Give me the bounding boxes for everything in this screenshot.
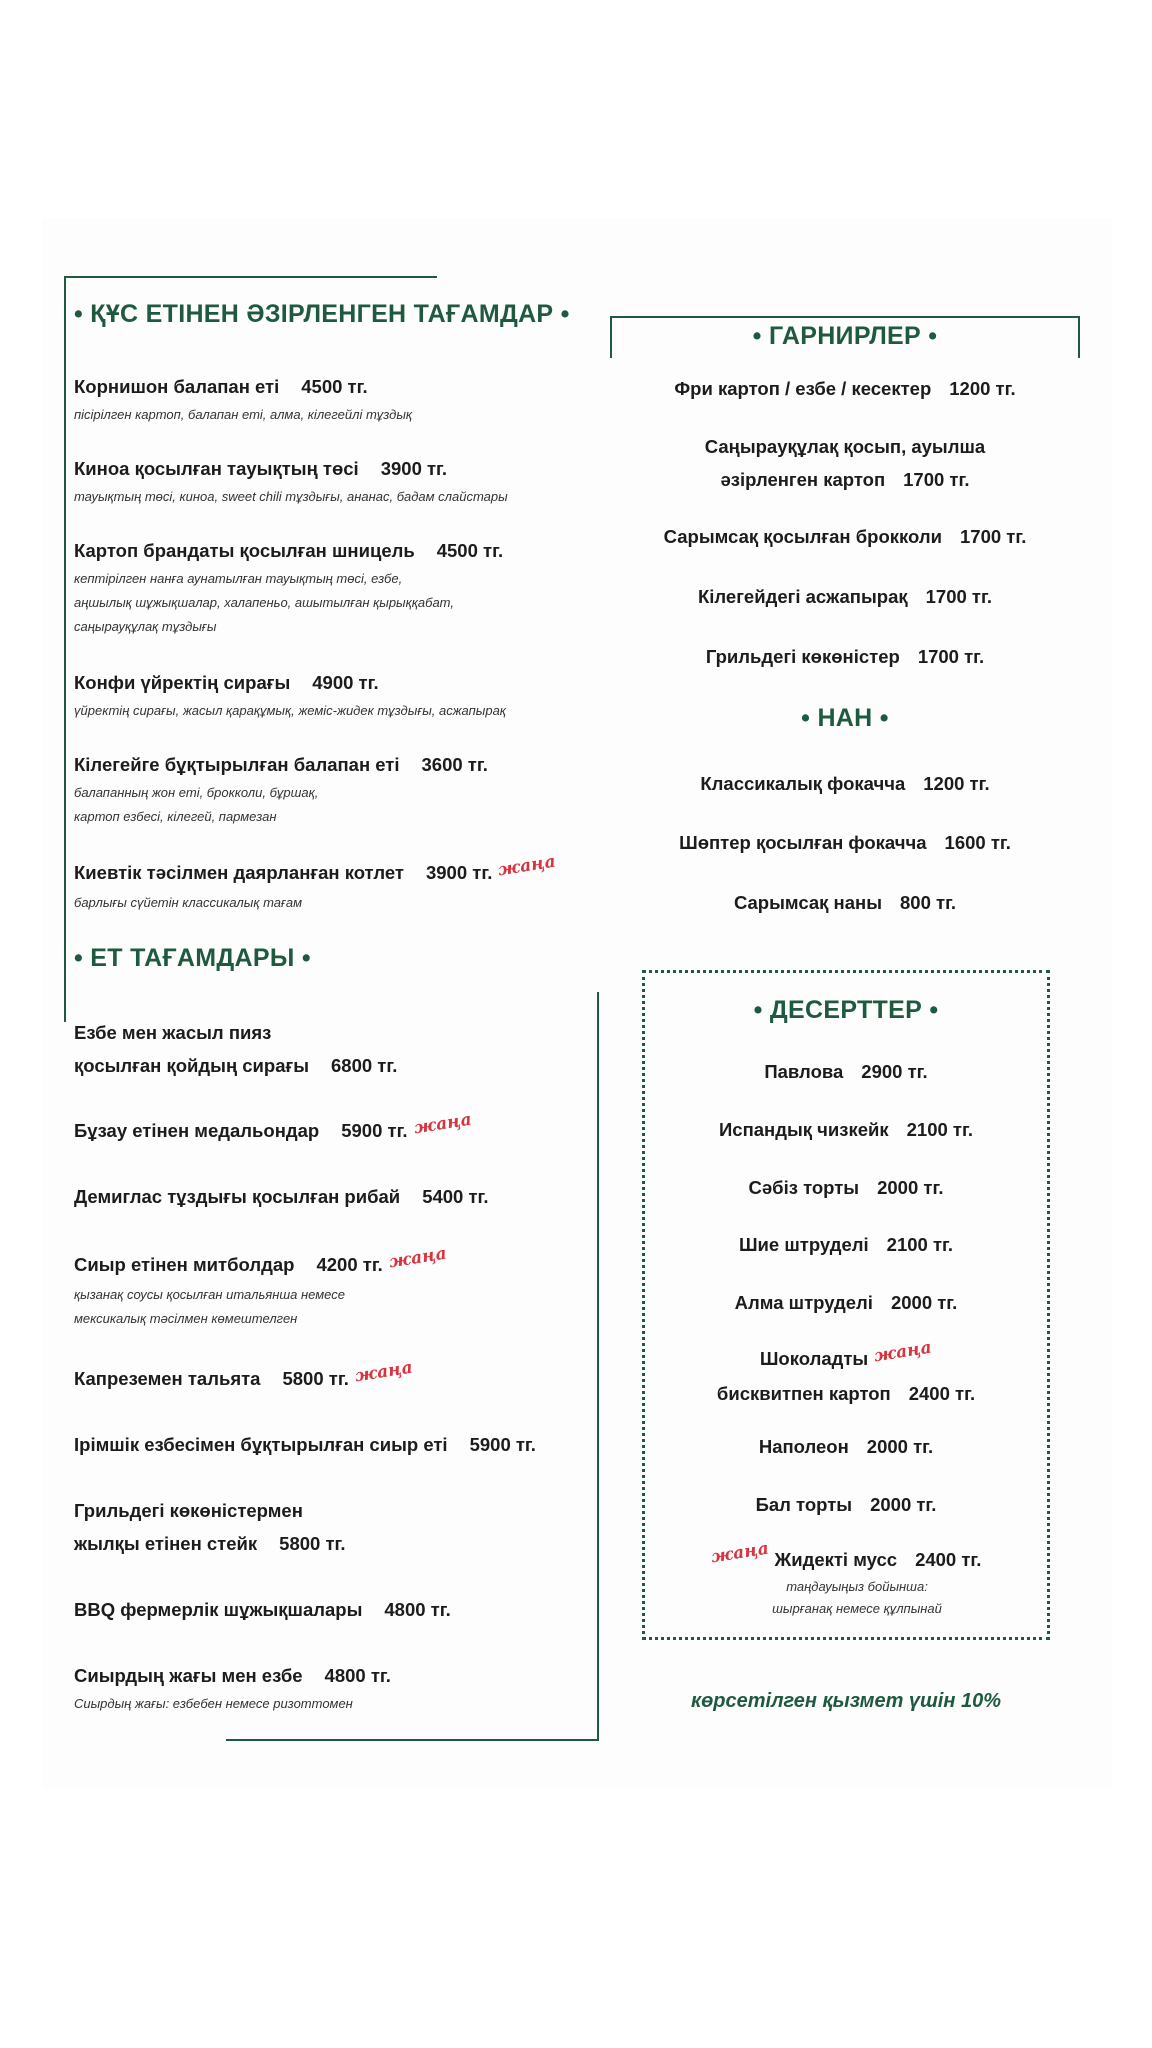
meat-item — [74, 1016, 397, 1082]
dessert-item — [642, 1055, 1050, 1088]
side-item — [610, 580, 1080, 613]
item-price: 1700 тг. — [917, 646, 985, 667]
item-name: Шие штруделі — [738, 1234, 869, 1255]
item-name: жылқы етінен стейк — [74, 1533, 258, 1554]
bread-item — [610, 826, 1080, 859]
item-price: 3600 тг. — [421, 754, 488, 775]
poultry-item — [74, 748, 488, 829]
item-name: Ірімшік езбесімен бұқтырылған сиыр еті — [74, 1434, 448, 1455]
meat-item — [74, 1494, 346, 1560]
item-name: Шөптер қосылған фокачча — [679, 832, 927, 853]
desserts-title: • ДЕСЕРТТЕР • — [753, 996, 939, 1024]
new-badge: жаңа — [497, 851, 558, 881]
item-price: 800 тг. — [900, 892, 957, 913]
item-name: Фри картоп / езбе / кесектер — [674, 378, 932, 399]
item-price: 1700 тг. — [903, 469, 970, 490]
item-name: Сарымсақ наны — [733, 892, 882, 913]
meat-item — [74, 1180, 489, 1213]
poultry-item — [74, 666, 506, 723]
item-description: барлығы сүйетін классикалық тағам — [74, 895, 303, 910]
service-charge-note: көрсетілген қызмет үшін 10% — [690, 1690, 1002, 1712]
item-price: 6800 тг. — [331, 1055, 398, 1076]
bread-item — [610, 886, 1080, 919]
item-name: Грильдегі көкөністермен — [74, 1500, 303, 1521]
item-price: 1700 тг. — [960, 526, 1027, 547]
poultry-frame-left — [64, 276, 66, 1022]
item-name: Бал торты — [755, 1494, 853, 1515]
dessert-item — [642, 1228, 1050, 1261]
side-item — [610, 520, 1080, 553]
item-description: балапанның жон еті, брокколи, бұршақ, — [74, 785, 319, 800]
meat-item — [74, 1659, 391, 1716]
meat-item — [74, 1593, 451, 1626]
item-name: Жидекті мусс — [774, 1549, 898, 1570]
item-price: 4500 тг. — [301, 376, 368, 397]
meat-frame-bottom — [226, 1739, 599, 1741]
bread-item — [610, 767, 1080, 800]
item-description: таңдауыңыз бойынша: — [786, 1579, 928, 1594]
item-name: Алма штруделі — [734, 1292, 873, 1313]
poultry-item — [74, 534, 503, 639]
meat-frame-right — [597, 992, 599, 1741]
item-name: Сиырдың жағы мен езбе — [74, 1665, 303, 1686]
new-badge: жаңа — [709, 1538, 770, 1568]
item-description: аңшылық шұжықшалар, халапеньо, ашытылған қырыққабат, — [74, 595, 454, 610]
item-name: Павлова — [764, 1061, 844, 1082]
item-name: бисквитпен картоп — [716, 1383, 891, 1404]
side-item — [610, 372, 1080, 405]
item-price: 1200 тг. — [949, 378, 1016, 399]
item-name: Бұзау етінен медальондар — [74, 1120, 320, 1141]
item-price: 2000 тг. — [870, 1494, 937, 1515]
item-name: Киноа қосылған тауықтың төсі — [74, 458, 359, 479]
dessert-item — [642, 1113, 1050, 1146]
item-price: 4900 тг. — [312, 672, 379, 693]
item-description: кептірілген нанға аунатылған тауықтың төсі, езбе, — [74, 571, 403, 586]
item-price: 2000 тг. — [890, 1292, 958, 1313]
item-name: Сиыр етінен митболдар — [74, 1254, 295, 1275]
poultry-item — [74, 452, 508, 509]
item-name: Саңырауқұлақ қосып, ауылша — [704, 436, 986, 457]
item-price: 5800 тг. — [279, 1533, 346, 1554]
item-name: Картоп брандаты қосылған шницель — [74, 540, 415, 561]
item-price: 1700 тг. — [925, 586, 992, 607]
item-price: 3900 тг. — [425, 862, 493, 883]
item-name: Сарымсақ қосылған брокколи — [663, 526, 942, 547]
item-name: Киевтік тәсілмен даярланған котлет — [74, 862, 404, 883]
poultry-item — [74, 851, 558, 915]
item-price: 5400 тг. — [422, 1186, 489, 1207]
item-name: Наполеон — [758, 1436, 849, 1457]
poultry-item — [74, 370, 412, 427]
item-price: 5800 тг. — [282, 1368, 349, 1389]
item-price: 2400 тг. — [908, 1383, 976, 1404]
item-description: Сиырдың жағы: езбебен немесе ризоттомен — [74, 1696, 353, 1711]
poultry-frame-top — [64, 276, 437, 278]
item-price: 1600 тг. — [944, 832, 1011, 853]
item-description: шырғанақ немесе құлпынай — [772, 1601, 942, 1616]
item-description: картоп езбесі, кілегей, пармезан — [74, 809, 277, 824]
sides-title: • ГАРНИРЛЕР • — [752, 322, 938, 350]
item-price: 2000 тг. — [866, 1436, 934, 1457]
item-price: 2400 тг. — [915, 1549, 982, 1570]
dessert-item — [642, 1430, 1050, 1463]
item-name: Капреземен тальята — [74, 1368, 261, 1389]
meat-item — [74, 1243, 448, 1331]
item-name: Демиглас тұздығы қосылған рибай — [74, 1186, 401, 1207]
item-name: Классикалық фокачча — [700, 773, 906, 794]
item-price: 3900 тг. — [380, 458, 448, 479]
new-badge: жаңа — [353, 1357, 414, 1387]
item-name: Испандық чизкейк — [718, 1119, 889, 1140]
item-name: Конфи үйректің сирағы — [74, 672, 291, 693]
item-price: 4800 тг. — [324, 1665, 391, 1686]
item-price: 2900 тг. — [861, 1061, 928, 1082]
dessert-item — [642, 1538, 1050, 1620]
item-price: 4800 тг. — [384, 1599, 451, 1620]
item-description: саңырауқұлақ тұздығы — [74, 619, 217, 634]
item-description: мексикалық тәсілмен көмештелген — [74, 1311, 298, 1326]
sides-frame-top — [610, 316, 1079, 318]
bread-title: • НАН • — [801, 704, 889, 732]
meat-item — [74, 1109, 473, 1149]
side-item — [610, 640, 1080, 673]
item-price: 2100 тг. — [906, 1119, 973, 1140]
dessert-item — [642, 1286, 1050, 1319]
item-description: үйректің сирағы, жасыл қарақұмық, жеміс-жидек тұздығы, асжапырақ — [74, 703, 506, 718]
meat-item — [74, 1357, 414, 1397]
item-price: 2000 тг. — [877, 1177, 944, 1198]
item-name: әзірленген картоп — [720, 469, 886, 490]
item-description: пісірілген картоп, балапан еті, алма, кілегейлі тұздық — [74, 407, 413, 422]
meat-title: • ЕТ ТАҒАМДАРЫ • — [74, 944, 311, 972]
item-price: 4200 тг. — [316, 1254, 383, 1275]
item-description: қызанақ соусы қосылған итальянша немесе — [74, 1287, 345, 1302]
item-name: Шоколадты — [759, 1348, 869, 1369]
dessert-item — [642, 1488, 1050, 1521]
item-price: 2100 тг. — [886, 1234, 954, 1255]
item-name: қосылған қойдың сирағы — [74, 1055, 310, 1076]
meat-item — [74, 1428, 536, 1461]
dessert-item — [642, 1337, 1050, 1410]
poultry-title: • ҚҰС ЕТІНЕН ӘЗІРЛЕНГЕН ТАҒАМДАР • — [74, 300, 570, 328]
item-name: Кілегейдегі асжапырақ — [697, 586, 908, 607]
side-item — [610, 430, 1080, 496]
item-name: Кілегейге бұқтырылған балапан еті — [74, 754, 400, 775]
dessert-item — [642, 1171, 1050, 1204]
new-badge: жаңа — [412, 1109, 473, 1139]
item-price: 5900 тг. — [469, 1434, 536, 1455]
item-name: Езбе мен жасыл пияз — [74, 1022, 272, 1043]
item-name: Грильдегі көкөністер — [705, 646, 900, 667]
item-name: Сәбіз торты — [748, 1177, 860, 1198]
new-badge: жаңа — [387, 1243, 448, 1273]
item-price: 5900 тг. — [341, 1120, 408, 1141]
item-name: BBQ фермерлік шұжықшалары — [74, 1599, 363, 1620]
item-name: Корнишон балапан еті — [74, 376, 280, 397]
item-price: 1200 тг. — [923, 773, 990, 794]
item-price: 4500 тг. — [436, 540, 504, 561]
item-description: тауықтың төсі, киноа, sweet chili тұздығы, ананас, бадам слайстары — [74, 489, 508, 504]
new-badge: жаңа — [872, 1337, 934, 1367]
